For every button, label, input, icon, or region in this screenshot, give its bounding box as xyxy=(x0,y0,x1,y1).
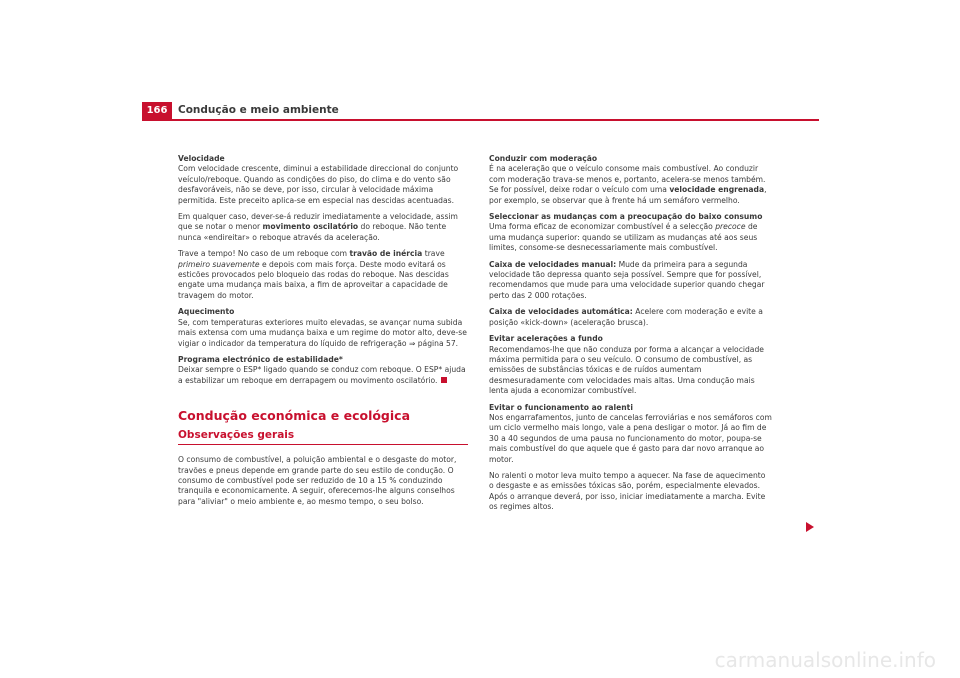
automatic-paragraph: Caixa de velocidades automática: Acelere com moderação e evite a posição «kick-down» (aceleração brusca). xyxy=(489,307,763,327)
end-of-section-icon xyxy=(441,377,447,383)
left-column xyxy=(178,154,468,513)
fundo-paragraph: Recomendamos-lhe que não conduza por forma a alcançar a velocidade máxima permitida para o seu veículo. O consumo de combustível, as emissões de substâncias tóxicas e de ruídos aumentam desmesuradamente com velocidades mais altas. Uma condução mais lenta ajuda a economizar combustível. xyxy=(489,344,764,396)
right-column xyxy=(489,154,772,519)
velocidade-heading: Velocidade xyxy=(178,154,225,163)
esp-heading: Programa electrónico de estabilidade* xyxy=(178,354,343,364)
subsection-rule xyxy=(178,444,468,445)
subsection-title: Observações gerais xyxy=(178,429,295,442)
velocidade-paragraph-1: Com velocidade crescente, diminui a estabilidade direccional do conjunto veículo/reboque. Quando as condições do piso, do clima e do vento são desfavoráveis, não se deve, por isso, circular à velocidade máxima permitida. Este preceito aplica-se em especial nas descidas acentuadas. xyxy=(178,164,459,205)
next-page-arrow-icon[interactable] xyxy=(806,522,814,532)
observacoes-paragraph: O consumo de combustível, a poluição ambiental e o desgaste do motor, travões e pneus depende em grande parte do seu estilo de condução. O consumo de combustível pode ser reduzido de 10 a 15 % conduzindo tranquila e economicamente. A seguir, oferecemos-lhe alguns conselhos para "aliviar" o meio ambiente e, ao mesmo tempo, o seu bolso. xyxy=(178,455,457,506)
mudancas-paragraph: Uma forma eficaz de economizar combustível é a selecção precoce de uma mudança superior: quando se utilizam as mudanças até aos seus limites, consome-se desnecessariamente mais combustível. xyxy=(489,222,758,253)
manual-paragraph: Caixa de velocidades manual: Mude da primeira para a segunda velocidade tão depressa quanto seja possível. Sempre que for possível, recomendamos que mude para uma velocidade superior quando chegar perto das 2 000 rotações. xyxy=(489,259,765,300)
watermark: carmanualsonline.info xyxy=(714,648,936,672)
aquecimento-paragraph: Se, com temperaturas exteriores muito elevadas, se avançar numa subida mais extensa com uma mudança baixa e um regime do motor alto, deve-se vigiar o indicador da temperatura do líquido de refrigeração ⇒ página 57. xyxy=(178,317,467,348)
moderacao-paragraph: É na aceleração que o veículo consome mais combustível. Ao conduzir com moderação trava-se menos e, portanto, acelera-se menos também. Se for possível, deixe rodar o veículo com uma velocidade engrenada, por exemplo, se observar que à frente há um semáforo vermelho. xyxy=(489,164,767,205)
section-title: Condução económica e ecológica xyxy=(178,408,411,424)
header-title: Condução e meio ambiente xyxy=(178,104,339,116)
esp-paragraph: Deixar sempre o ESP* ligado quando se conduz com reboque. O ESP* ajuda a estabilizar um reboque em derrapagem ou movimento oscilatório. xyxy=(178,365,466,385)
page-number: 166 xyxy=(142,102,172,119)
fundo-heading: Evitar acelerações a fundo xyxy=(489,334,603,344)
ralenti-paragraph-1: Nos engarrafamentos, junto de cancelas ferroviárias e nos semáforos com um ciclo vermelho mais longo, vale a pena desligar o motor. Já ao fim de 30 a 40 segundos de uma pausa no funcionamento do motor, poupa-se mais combustível do que aquele que é gasto para dar novo arranque ao motor. xyxy=(489,412,772,464)
velocidade-paragraph-2: Em qualquer caso, dever-se-á reduzir imediatamente a velocidade, assim que se notar o menor movimento oscilatório do reboque. Não tente nunca «endireitar» o reboque através da aceleração. xyxy=(178,212,458,242)
header-rule xyxy=(142,119,819,121)
velocidade-paragraph-3: Trave a tempo! No caso de um reboque com travão de inércia trave primeiro suavemente e depois com mais força. Deste modo evitará os esticões provocados pelo bloqueio das rodas do reboque. Nas descidas engate uma mudança mais baixa, a fim de aproveitar a capacidade de travagem do motor. xyxy=(178,249,449,300)
ralenti-heading: Evitar o funcionamento ao ralenti xyxy=(489,402,633,412)
moderacao-heading: Conduzir com moderação xyxy=(489,154,598,163)
aquecimento-heading: Aquecimento xyxy=(178,307,235,317)
mudancas-heading: Seleccionar as mudanças com a preocupação do baixo consumo xyxy=(489,212,763,222)
ralenti-paragraph-2: No ralenti o motor leva muito tempo a aquecer. Na fase de aquecimento o desgaste e as emissões tóxicas são, porém, especialmente elevados. Após o arranque deverá, por isso, iniciar imediatamente a marcha. Evite os regimes altos. xyxy=(489,470,766,512)
